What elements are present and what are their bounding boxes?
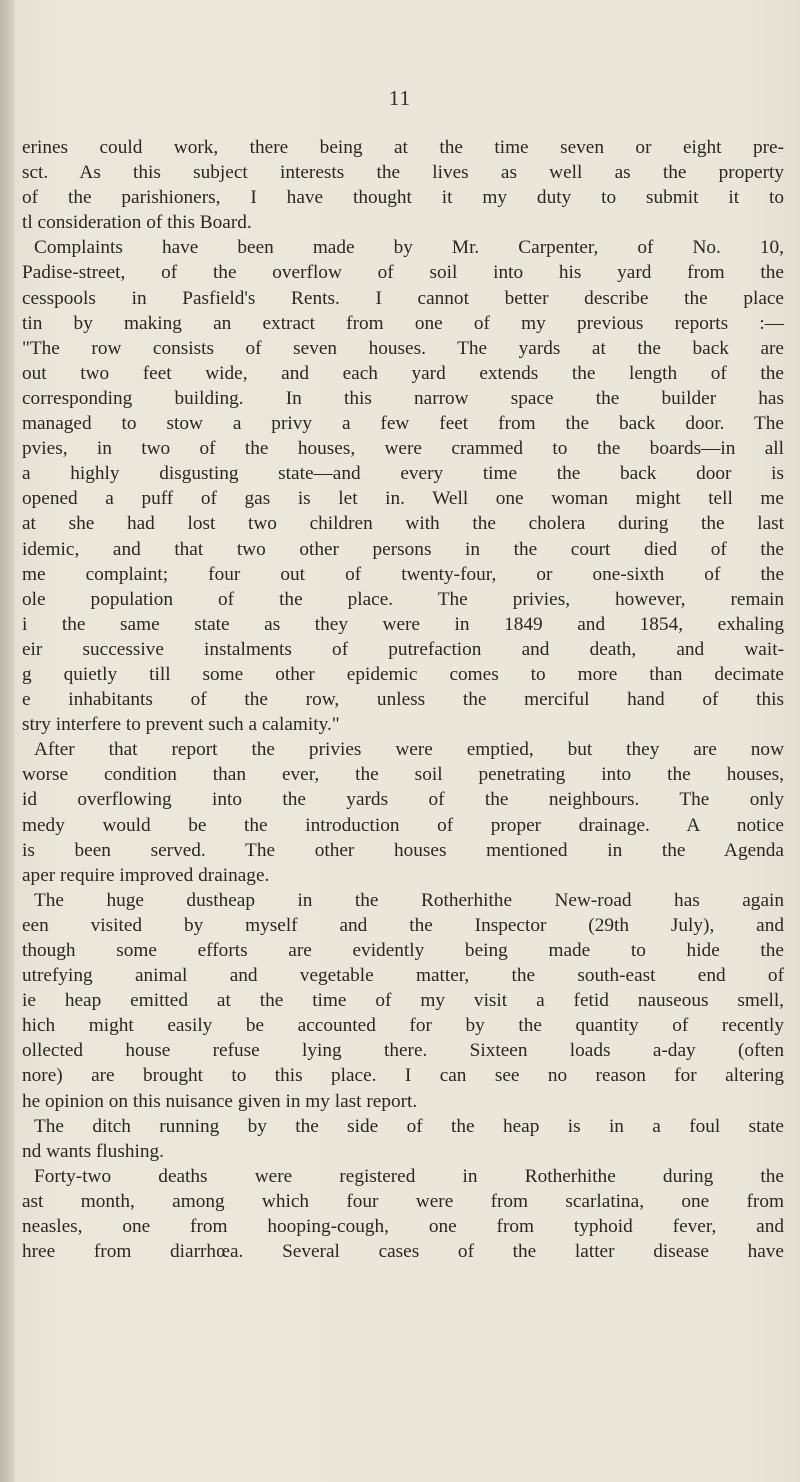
- text-line: cesspools in Pasfield's Rents. I cannot better describe the place: [22, 287, 784, 309]
- text-line: i the same state as they were in 1849 and 1854, exhaling: [22, 613, 784, 635]
- text-line: The huge dustheap in the Rotherhithe New-road has again: [34, 889, 784, 911]
- text-line: opened a puff of gas is let in. Well one woman might tell me: [22, 488, 784, 510]
- text-line: nore) are brought to this place. I can see no reason for altering: [22, 1065, 784, 1087]
- text-line: eir successive instalments of putrefaction and death, and wait-: [22, 638, 784, 660]
- text-line: pvies, in two of the houses, were crammed to the boards—in all: [22, 438, 784, 460]
- text-line: of the parishioners, I have thought it my duty to submit it to: [22, 187, 784, 209]
- text-line: tl consideration of this Board.: [22, 212, 252, 234]
- text-line: After that report the privies were emptied, but they are now: [34, 739, 784, 761]
- text-line: ie heap emitted at the time of my visit a fetid nauseous smell,: [22, 990, 784, 1012]
- text-line: medy would be the introduction of proper drainage. A notice: [22, 814, 784, 836]
- text-line: ole population of the place. The privies, however, remain: [22, 588, 784, 610]
- text-line: e inhabitants of the row, unless the merciful hand of this: [22, 689, 784, 711]
- page-gutter-shadow: [0, 0, 14, 1482]
- text-line: g quietly till some other epidemic comes to more than decimate: [22, 663, 784, 685]
- text-line: een visited by myself and the Inspector (29th July), and: [22, 914, 784, 936]
- text-line: ollected house refuse lying there. Sixteen loads a-day (often: [22, 1040, 784, 1062]
- text-line: Complaints have been made by Mr. Carpenter, of No. 10,: [34, 237, 784, 259]
- text-line: he opinion on this nuisance given in my last report.: [22, 1090, 418, 1112]
- text-line: managed to stow a privy a few feet from the back door. The: [22, 413, 784, 435]
- text-line: at she had lost two children with the cholera during the last: [22, 513, 784, 535]
- text-line: neasles, one from hooping-cough, one from typhoid fever, and: [22, 1216, 784, 1238]
- text-line: out two feet wide, and each yard extends the length of the: [22, 362, 784, 384]
- text-line: hich might easily be accounted for by the quantity of recently: [22, 1015, 784, 1037]
- text-line: sct. As this subject interests the lives as well as the property: [22, 162, 784, 184]
- text-line: idemic, and that two other persons in the court died of the: [22, 538, 784, 560]
- text-line: corresponding building. In this narrow space the builder has: [22, 387, 784, 409]
- text-line: hree from diarrhœa. Several cases of the latter disease have: [22, 1241, 784, 1263]
- text-line: stry interfere to prevent such a calamity.": [22, 714, 340, 736]
- text-line: ast month, among which four were from scarlatina, one from: [22, 1190, 784, 1212]
- text-line: erines could work, there being at the time seven or eight pre-: [22, 137, 784, 158]
- text-line: tin by making an extract from one of my previous reports :—: [22, 312, 784, 334]
- text-line: a highly disgusting state—and every time the back door is: [22, 463, 784, 485]
- page-number: 11: [388, 86, 412, 110]
- text-line: utrefying animal and vegetable matter, the south-east end of: [22, 965, 784, 987]
- text-line: though some efforts are evidently being made to hide the: [22, 940, 784, 961]
- text-line: Forty-two deaths were registered in Rotherhithe during the: [34, 1165, 784, 1187]
- text-line: nd wants flushing.: [22, 1140, 164, 1162]
- text-line: Padise-street, of the overflow of soil into his yard from the: [22, 262, 784, 284]
- text-line: worse condition than ever, the soil penetrating into the houses,: [22, 764, 784, 786]
- body-text: [22, 135, 784, 1264]
- text-line: aper require improved drainage.: [22, 864, 270, 886]
- text-line: id overflowing into the yards of the neighbours. The only: [22, 789, 784, 811]
- text-line: The ditch running by the side of the heap is in a foul state: [34, 1115, 784, 1137]
- text-line: is been served. The other houses mentioned in the Agenda: [22, 839, 784, 861]
- text-line: "The row consists of seven houses. The yards at the back are: [22, 337, 784, 359]
- text-line: me complaint; four out of twenty-four, or one-sixth of the: [22, 563, 784, 585]
